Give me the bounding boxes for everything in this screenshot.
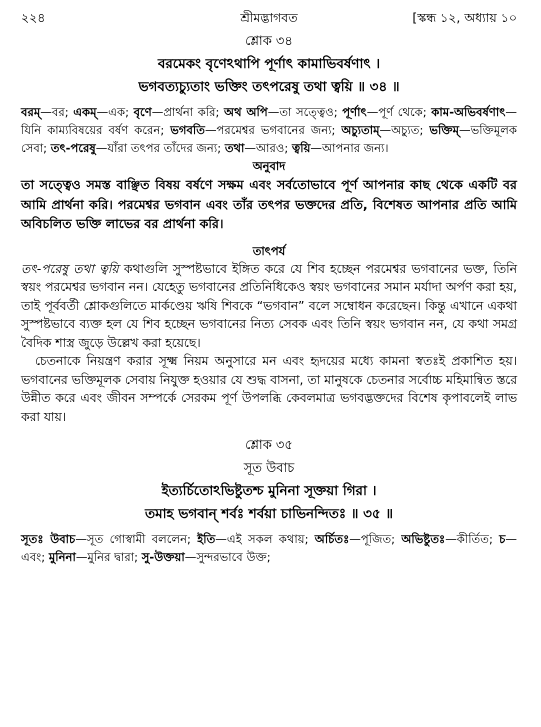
purport-paragraph: তৎ-পরেষু তথা ত্বয়ি কথাগুলি সুস্পষ্টভাবে ইঙ্গিত করে যে শিব হচ্ছেন পরমেশ্বর ভগবানের ভক্ত, তিনি স্বয়ং পরমেশ্বর ভগবান নন। যেহেতু ভগবানের প্রতিনিধিকেও স্বয়ং ভগবানের সমান মর্যাদা অর্পণ করা হয়, তাই পূর্ববর্তী শ্লোকগুলিতে মার্কণ্ডেয় ঋষি শিবকে “ভগবান” বলে সম্বোধন করেছেন। কিন্তু এখানে একথা সুস্পষ্টভাবে ব্যক্ত হল যে শিব হচ্ছেন ভগবানের নিত্য সেবক এবং তিনি স্বয়ং ভগবান নন, যে কথা সমগ্র বৈদিক শাস্ত্র জুড়ে উল্লেখ করা হয়েছে।: [21, 261, 517, 350]
translation-text: তা সত্ত্বেও সমস্ত বাঞ্ছিত বিষয় বর্ষণে সক্ষম এবং সর্বতোভাবে পূর্ণ আপনার কাছ থেকে একটি বর আমি প্রার্থনা করি। পরমেশ্বর ভগবান এবং তাঁর তৎপর ভক্তদের প্রতি, বিশেষত আপনার প্রতি আমি অবিচলিত ভক্তি লাভের বর প্রার্থনা করি।: [21, 177, 517, 231]
synonym-word: কাম-অভিবর্ষণাৎ: [431, 105, 506, 119]
synonym-meaning: এবং;: [21, 550, 49, 564]
synonym-word: ইতি: [197, 532, 216, 546]
verse-34-heading: শ্লোক ৩৪: [245, 34, 293, 49]
synonym-meaning: সুন্দরভাবে উক্ত;: [196, 550, 271, 564]
synonym-word: পূর্ণাৎ: [342, 105, 367, 119]
synonym-word: তৎ-পরেষু: [50, 141, 96, 155]
verse-35-heading: শ্লোক ৩৫: [245, 438, 293, 453]
synonym-word: একম্: [73, 105, 97, 119]
synonym-word: তথা: [224, 141, 245, 155]
synonym-meaning: পূজিত;: [360, 532, 402, 546]
synonym-word: অচ্যুতাম্: [341, 123, 380, 137]
translation-heading: অনুবাদ: [252, 159, 286, 173]
synonym-meaning: সূত গোস্বামী বললেন;: [86, 532, 198, 546]
synonym-word: চ: [499, 532, 506, 546]
verse-35-synonyms: সূতঃ উবাচ—সূত গোস্বামী বললেন; ইতি—এই সকল কথায়; অর্চিতঃ—পূজিত; অভিষ্টুতঃ—কীর্তিত; চ—এবং; মুনিনা—মুনির দ্বারা; সু-উক্তয়া—সুন্দরভাবে উক্ত;: [21, 532, 518, 564]
synonym-meaning: অচ্যুত;: [391, 123, 430, 137]
synonym-word: অথ অপি: [224, 105, 268, 119]
chapter-reference: [স্কন্ধ ১২, অধ্যায় ১০: [412, 10, 517, 25]
verse-34-text: [21, 53, 517, 99]
synonym-word: ত্বয়ি: [292, 141, 311, 155]
synonym-word: ভক্তিম্: [429, 123, 460, 137]
synonym-word: অর্চিতঃ: [314, 532, 350, 546]
synonym-meaning: আরও;: [255, 141, 293, 155]
synonym-meaning: প্রার্থনা করি;: [163, 105, 225, 119]
purport-quoted-words: তৎ-পরেষু তথা ত্বয়ি: [21, 261, 119, 276]
verse-line: তমাহ ভগবান্ শর্বঃ শর্বয়া চাভিনন্দিতঃ ॥ ৩৫ ॥: [144, 506, 393, 522]
synonym-meaning: ভক্তিমূলক সেবা;: [21, 123, 518, 155]
verse-line: বরমেকং বৃণেঽথাপি পূর্ণাৎ কামাভিবর্ষণাৎ ।: [157, 56, 381, 72]
synonym-meaning: মুনির দ্বারা;: [87, 550, 142, 564]
synonym-word: অভিষ্টুতঃ: [401, 532, 446, 546]
synonym-word: মুনিনা: [48, 550, 76, 564]
verse-line: ইত্যর্চিতোঽভিষ্টুতশ্চ মুনিনা সূক্তয়া গিরা ।: [161, 483, 377, 499]
verse-line: ভগবত্যচ্যুতাং ভক্তিং তৎপরেষু তথা ত্বয়ি ॥ ৩৪ ॥: [138, 79, 400, 95]
synonym-meaning: কীর্তিত;: [456, 532, 500, 546]
synonym-word: সু-উক্তয়া: [141, 550, 185, 564]
verse-35-text: [21, 480, 517, 526]
synonym-meaning: এই সকল কথায়;: [226, 532, 315, 546]
purport-text: [21, 260, 517, 427]
verse-34-synonyms: বরম্—বর; একম্—এক; বৃণে—প্রার্থনা করি; অথ অপি—তা সত্ত্বেও; পূর্ণাৎ—পূর্ণ থেকে; কাম-অভিবর্ষণাৎ—যিনি কাম্যবিষয়ের বর্ষণ করেন; ভগবতি—পরমেশ্বর ভগবানের জন্য; অচ্যুতাম্—অচ্যুত; ভক্তিম্—ভক্তিমূলক সেবা; তৎ-পরেষু—যাঁরা তৎপর তাঁদের জন্য; তথা—আরও; ত্বয়ি—আপনার জন্য।: [21, 105, 518, 155]
synonym-meaning: পূর্ণ থেকে;: [378, 105, 432, 119]
synonym-meaning: যিনি কাম্যবিষয়ের বর্ষণ করেন;: [21, 123, 171, 137]
synonym-word: ভগবতি: [170, 123, 205, 137]
purport-paragraph: চেতনাকে নিয়ন্ত্রণ করার সূক্ষ্ম নিয়ম অনুসারে মন এবং হৃদয়ের মধ্যে কামনা স্বতঃই প্রকাশিত হয়। ভগবানের ভক্তিমূলক সেবায় নিযুক্ত হওয়ার যে শুদ্ধ বাসনা, তা মানুষকে চেতনার সর্বোচ্চ মহিমান্বিত স্তরে উন্নীত করে এবং জীবন সম্পর্কে সেরকম পূর্ণ উপলব্ধি কেবলমাত্র ভগবদ্ভক্তদের বিশেষ কৃপাবলেই লাভ করা যায়।: [21, 354, 517, 424]
synonym-meaning: পরমেশ্বর ভগবানের জন্য;: [216, 123, 342, 137]
synonym-meaning: যাঁরা তৎপর তাঁদের জন্য;: [107, 141, 225, 155]
page-number: ২২৪: [21, 10, 46, 25]
running-header: [21, 0, 517, 30]
synonym-meaning: এক;: [108, 105, 134, 119]
book-title: শ্রীমদ্ভাগবত: [240, 10, 298, 25]
purport-heading: তাৎপর্য: [252, 243, 286, 258]
synonym-word: বৃণে: [133, 105, 152, 119]
verse-35-speaker: সূত উবাচ: [243, 461, 295, 476]
synonym-word: বরম্: [21, 105, 41, 119]
synonym-meaning: তা সত্ত্বেও;: [279, 105, 343, 119]
synonym-word: সূতঃ উবাচ: [21, 532, 76, 546]
synonym-meaning: বর;: [51, 105, 74, 119]
synonym-meaning: আপনার জন্য।: [322, 141, 389, 155]
